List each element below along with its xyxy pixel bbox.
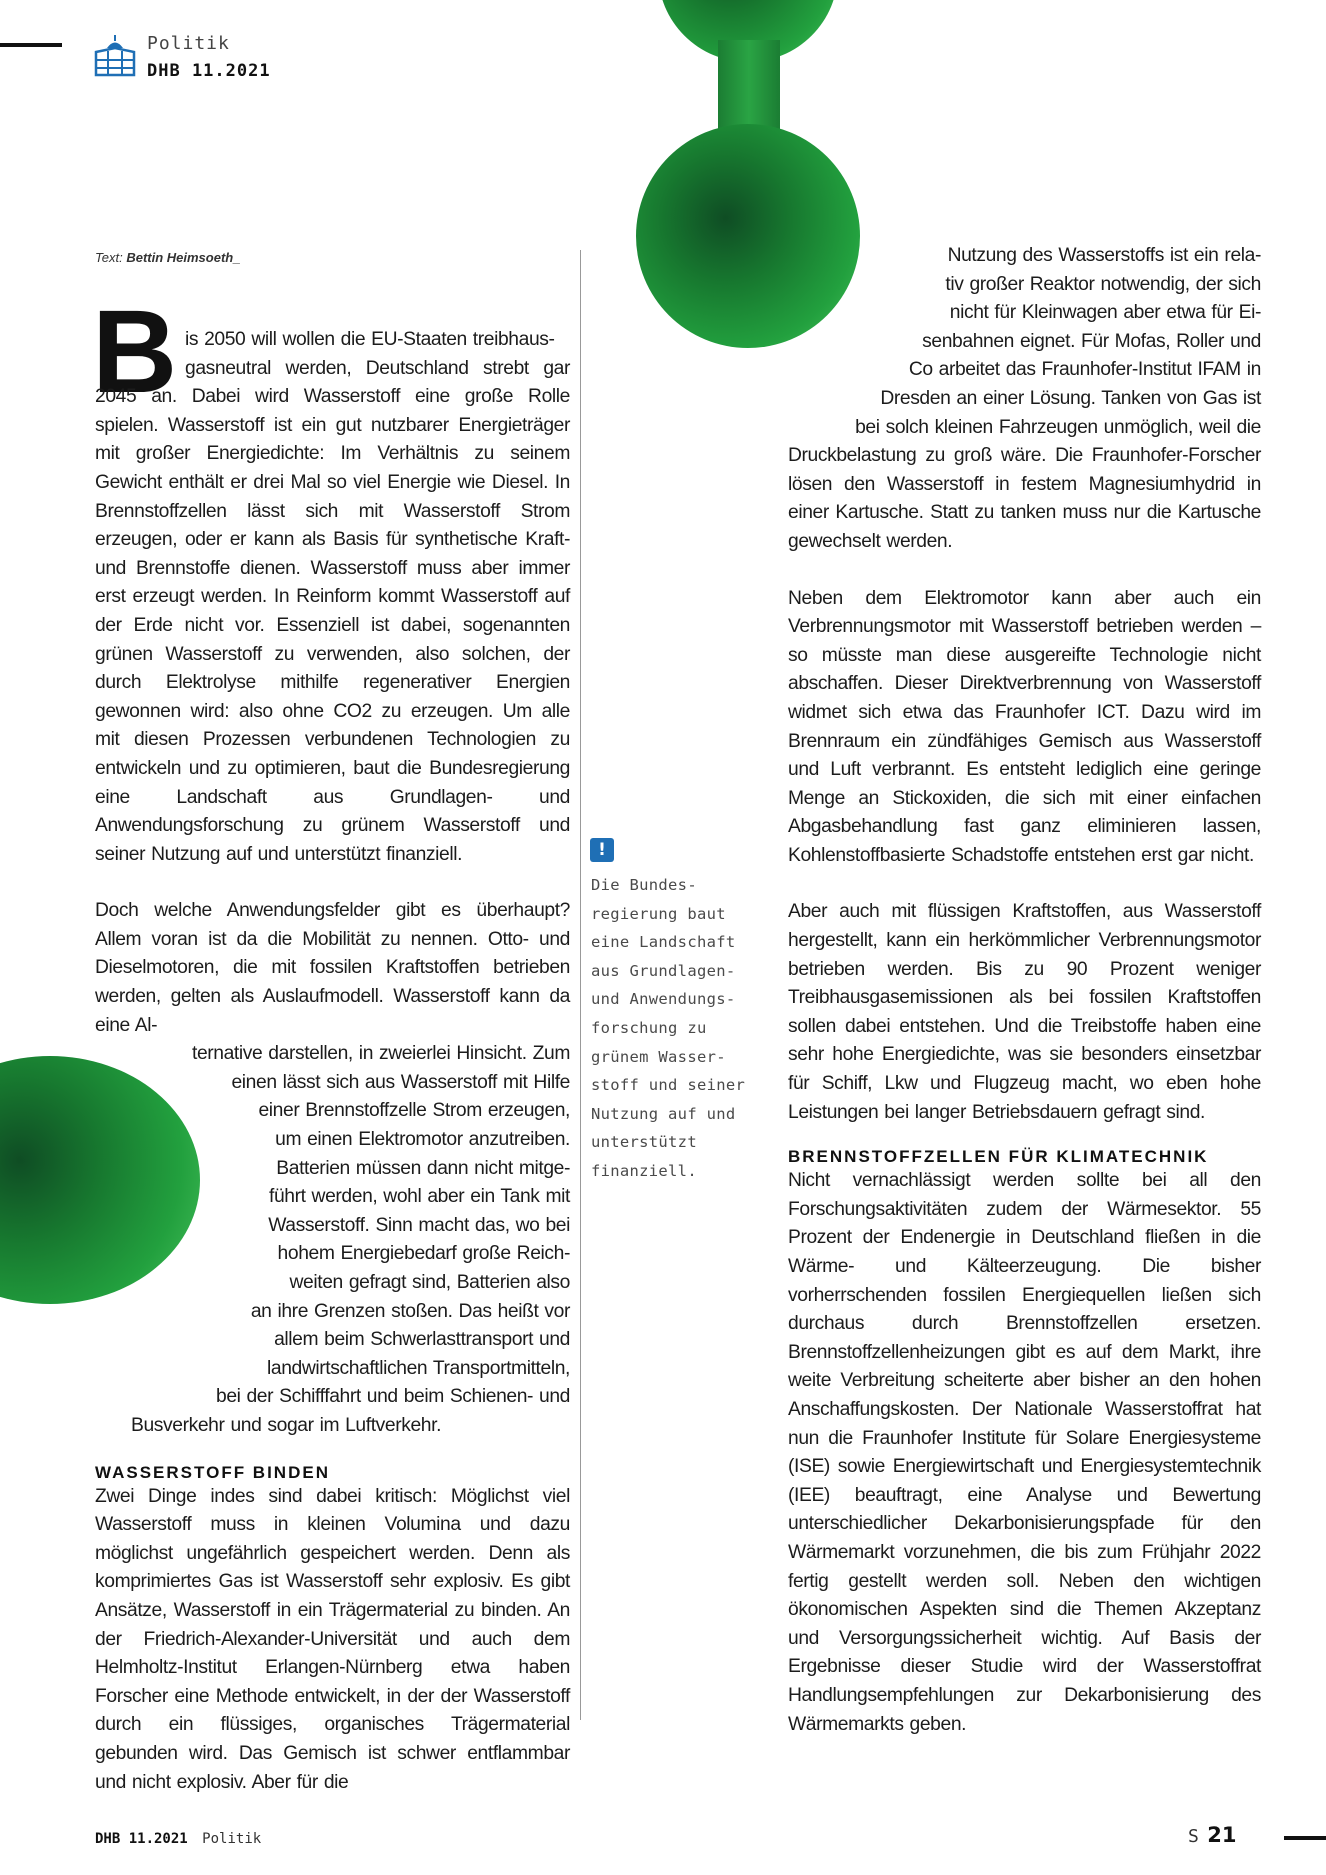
wrap-line: ternative darstellen, in zweierlei Hinsicht. Zum (191, 1043, 570, 1065)
wrap-line: tiv großer Reaktor notwendig, der sich (945, 273, 1261, 295)
wrap-line: senbahnen eignet. Für Mofas, Roller und (922, 330, 1261, 352)
pull-quote (591, 871, 761, 1186)
intro-paragraph: gasneutral werden, Deutschland strebt gar 2045 an. Dabei wird Wasserstoff eine große Rolle spielen. Wasserstoff ist ein gut nutzbarer Energieträger mit großer Energiedichte: Im Verhältnis zu seinem Gewicht enthält er drei Mal so viel Energie wie Diesel. In Brennstoffzellen lässt sich mit Wasserstoff Strom erzeugen, oder er kann als Basis für synthetische Kraft- und Brennstoffe dienen. Wasserstoff muss aber immer erst erzeugt werden. In Reinform kommt Wasserstoff auf der Erde nicht vor. Essenziell ist dabei, sogenannten grünen Wasserstoff zu verwenden, also solchen, der durch Elektrolyse mithilfe regenerativer Energien gewonnen wird: also ohne CO2 zu erzeugen. Um alle mit diesen Prozessen verbundenen Technologien zu entwickeln und zu optimieren, baut die Bundesregierung eine Landschaft aus Grundlagen- und Anwendungsforschung zu grünem Wasserstoff und seiner Nutzung auf und unterstützt finanziell. (95, 357, 570, 865)
fuels-paragraph: Aber auch mit flüssigen Kraftstoffen, aus Wasserstoff hergestellt, kann ein herkömmlicher Verbrennungsmotor betrieben werden. Bis zu 90 Prozent weniger Treibhausgasemissionen als bei fossilen Kraftstoffen sollen dabei entstehen. Und die Treibstoffe haben eine sehr hohe Energiedichte, was sie besonders einsetzbar für Schiff, Lkw und Flugzeug macht, wo eben hohe Leistungen bei langer Betriebsdauern gefragt sind. (788, 901, 1261, 1123)
pull-quote-line: und Anwendungs- (591, 990, 736, 1009)
wrap-line: bei solch kleinen Fahrzeugen unmöglich, weil die (855, 416, 1261, 438)
exclamation-icon: ! (590, 838, 614, 862)
footer-section: Politik (202, 1831, 262, 1847)
intro-first-line: is 2050 will wollen die EU-Staaten treibhaus- (185, 329, 555, 350)
wrap-line: Dresden an einer Lösung. Tanken von Gas ist (880, 387, 1261, 409)
byline-author: Bettin Heimsoeth_ (126, 250, 241, 265)
wrap-line: Busverkehr und sogar im Luftverkehr. (131, 1414, 442, 1436)
wrap-line: Wasserstoff. Sinn macht das, wo bei (268, 1214, 570, 1236)
pull-quote-line: aus Grundlagen- (591, 961, 736, 980)
left-column (95, 326, 570, 1797)
wrap-line: einer Brennstoffzelle Strom erzeugen, (258, 1100, 570, 1122)
pull-quote-line: forschung zu (591, 1018, 707, 1037)
pull-quote-line: unterstützt (591, 1133, 697, 1152)
mobility-wrap-block (95, 1040, 570, 1440)
pull-quote-line: Nutzung auf und (591, 1104, 736, 1123)
pull-quote-line: Die Bundes- (591, 876, 697, 894)
pull-quote-line: grünem Wasser- (591, 1047, 726, 1066)
page-prefix: S (1188, 1826, 1199, 1847)
footer-issue: DHB 11.2021 (95, 1831, 188, 1847)
header-issue: DHB 11.2021 (147, 61, 271, 81)
wrap-line: hohem Energiebedarf große Reich- (277, 1243, 570, 1265)
wrap-line: bei der Schifffahrt und beim Schienen- und (216, 1386, 570, 1408)
heating-paragraph: Nicht vernachlässigt werden sollte bei all den Forschungsaktivitäten zudem der Wärmesektor. 55 Prozent der Endenergie in Deutschland fließen in die Wärme- und Kälteerzeugung. Die bisher vorherrschenden fossilen Energiequellen ließen sich durchaus durch Brennstoffzellen ersetzen. Brennstoffzellenheizungen gibt es auf dem Markt, ihre weite Verbreitung scheiterte aber bisher an den hohen Anschaffungskosten. Der Nationale Wasserstoffrat hat nun die Fraunhofer Institute für Solare Energiesysteme (ISE) sowie Energiewirtschaft und Energiesystemtechnik (IEE) beauftragt, eine Analyse und Bewertung unterschiedlicher Dekarbonisierungspfade für den Wärmemarkt vorzunehmen, die bis zum Frühjahr 2022 fertig gestellt werden soll. Neben den wichtigen ökonomischen Aspekten sind die Themen Akzeptanz und Versorgungssicherheit wichtig. Auf Basis der Ergebnisse dieser Studie wird der Wasserstoffrat Handlungsempfehlungen zur Dekarbonisierung des Wärmemarkts geben. (788, 1170, 1261, 1735)
page-number-value: 21 (1207, 1823, 1237, 1847)
storage-paragraph: Zwei Dinge indes sind dabei kritisch: Möglichst viel Wasserstoff muss in kleinen Volumina und dazu möglichst ungefährlich gespeichert werden. Denn als komprimiertes Gas ist Wasserstoff sehr explosiv. Es gibt Ansätze, Wasserstoff in ein Trägermaterial zu binden. An der Friedrich-Alexander-Universität und auch dem Helmholtz-Institut Erlangen-Nürnberg etwa haben Forscher eine Methode entwickelt, in der der Wasserstoff durch ein flüssiges, organisches Trägermaterial gebunden wird. Das Gemisch ist schwer entflammbar und nicht explosiv. Aber für die (95, 1485, 570, 1793)
header-rule (0, 43, 62, 47)
pull-quote-line: finanziell. (591, 1161, 697, 1180)
pull-quote-line: eine Landschaft (591, 933, 736, 952)
wrap-line: Nutzung des Wasserstoffs ist ein rela- (947, 245, 1261, 266)
wrap-line: landwirtschaftlichen Transportmitteln, (266, 1357, 570, 1379)
wrap-line: nicht für Kleinwagen aber etwa für Ei- (949, 302, 1261, 324)
wrap-line: weiten gefragt sind, Batterien also (289, 1272, 570, 1293)
header-section: Politik (147, 33, 230, 54)
footer-rule (1284, 1836, 1326, 1840)
byline (95, 250, 240, 265)
subhead-brennstoffzellen: BRENNSTOFFZELLEN FÜR KLIMATECHNIK (788, 1147, 1209, 1167)
pull-quote-line: regierung baut (591, 904, 726, 923)
wrap-line: einen lässt sich aus Wasserstoff mit Hilfe (231, 1071, 570, 1093)
wrap-line: an ihre Grenzen stoßen. Das heißt vor (250, 1300, 570, 1322)
wrap-line: Batterien müssen dann nicht mitge- (276, 1157, 570, 1179)
wrap-line: um einen Elektromotor anzutreiben. (275, 1129, 570, 1151)
wrap-line: allem beim Schwerlasttransport und (274, 1329, 570, 1351)
dropcap: B (92, 286, 178, 418)
byline-prefix: Text: (95, 250, 123, 265)
footer-left (95, 1830, 261, 1848)
subhead-wasserstoff-binden: WASSERSTOFF BINDEN (95, 1462, 330, 1482)
right-wrap-block (788, 242, 1261, 442)
column-divider (580, 250, 581, 1720)
page-number (1188, 1823, 1237, 1847)
wrap-line: Co arbeitet das Fraunhofer-Institut IFAM in (908, 359, 1261, 381)
mobility-paragraph: Doch welche Anwendungsfelder gibt es überhaupt? Allem voran ist da die Mobilität zu nennen. Otto- und Dieselmotoren, die mit fossilen Kraftstoffen betrieben werden, gelten als Auslaufmodell. Wasserstoff kann da eine Al- (95, 900, 570, 1036)
combustion-paragraph: Neben dem Elektromotor kann aber auch ein Verbrennungsmotor mit Wasserstoff betrieben werden – so müsste man diese ausgereifte Technologie nicht abschaffen. Dieser Direktverbrennung von Wasserstoff widmet sich etwa das Fraunhofer ICT. Dazu wird im Brennraum ein zündfähiges Gemisch aus Wasserstoff und Luft verbrannt. Es entsteht lediglich eine geringe Menge an Stickoxiden, die sich mit einer einfachen Abgasbehandlung fast ganz eliminieren lassen, Kohlenstoffbasierte Schadstoffe entstehen erst gar nicht. (788, 587, 1261, 866)
pull-quote-line: stoff und seiner (591, 1076, 746, 1095)
parliament-dome-icon (94, 34, 136, 78)
wrap-line: führt werden, wohl aber ein Tank mit (269, 1186, 570, 1208)
right-column (788, 242, 1261, 1739)
fraunhofer-paragraph: Druckbelastung zu groß wäre. Die Fraunhofer-Forscher lösen den Wasserstoff in festem Magnesiumhydrid in einer Kartusche. Statt zu tanken muss nur die Kartusche gewechselt werden. (788, 445, 1261, 552)
